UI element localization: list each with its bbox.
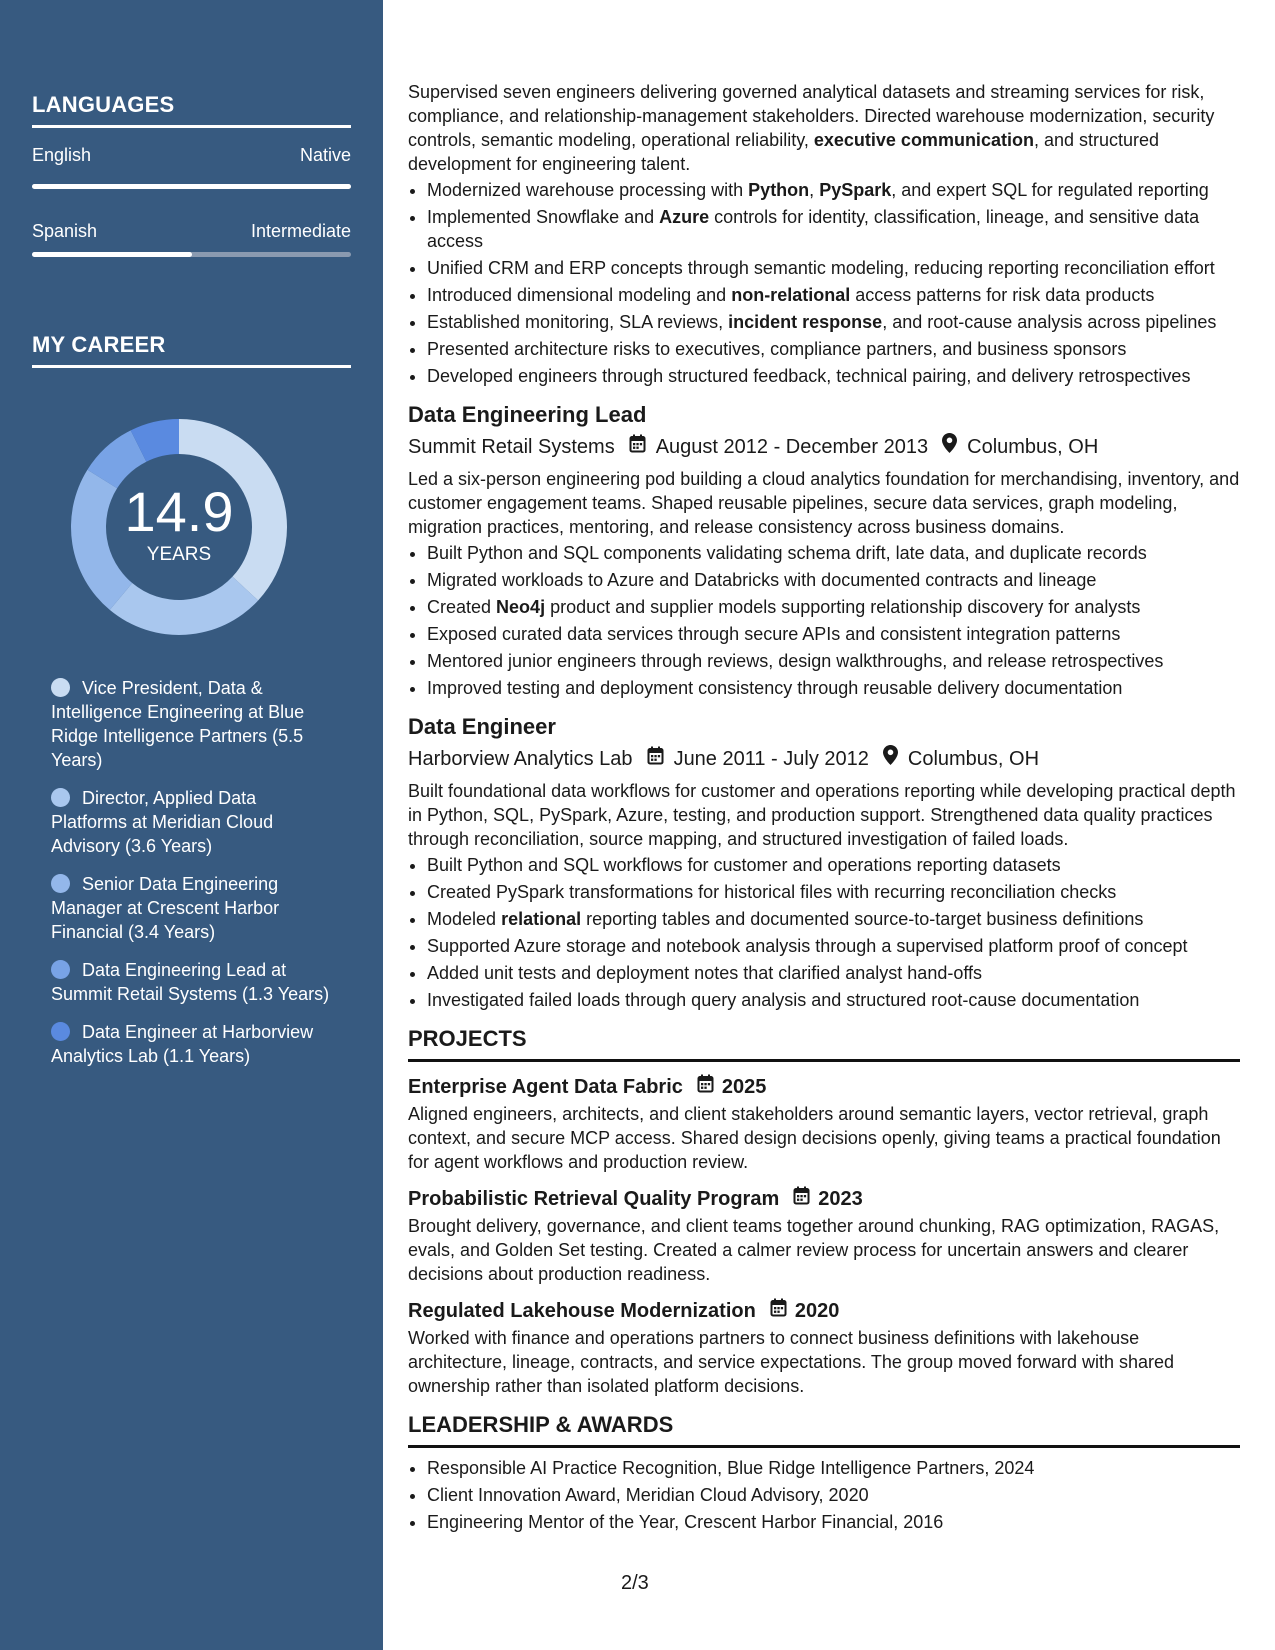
text-segment: Modeled [427,909,502,929]
text-segment: Investigated failed loads through query analysis and structured root-cause documentation [427,990,1140,1010]
bold-keyword: PySpark [819,180,892,200]
career-legend-item [51,676,331,772]
job-location: Columbus, OH [967,436,1099,458]
main-content [408,80,1240,1537]
text-segment: controls for identity, classification, lineage, and sensitive data access [427,207,1200,251]
bullet-item [427,934,1240,958]
bullet-list [408,178,1240,388]
job-summary: Built foundational data workflows for customer and operations reporting while developing practical depth in Python, SQL, PySpark, Azure, testing, and production support. Strengthened data quality practices through reconciliation, source mapping, and structured investigation of failed loads. [408,781,1236,849]
text-segment: , [809,180,820,200]
legend-dot-icon [51,788,70,807]
calendar-icon [647,745,664,773]
project-year: 2023 [818,1188,863,1210]
bullet-item [427,595,1240,619]
legend-dot-icon [51,1022,70,1041]
bullet-item [427,337,1240,361]
text-segment: , and root-cause analysis across pipelines [882,312,1217,332]
calendar-icon [697,1072,714,1102]
career-legend-item [51,958,331,1006]
language-name: Spanish [32,221,98,241]
career-heading: MY CAREER [32,332,351,368]
company-name: Harborview Analytics Lab [408,748,633,770]
award-item: • Responsible AI Practice Recognition, Blue Ridge Intelligence Partners, 2024 [427,1456,1240,1480]
bold-keyword: Azure [659,207,710,227]
bold-keyword: incident response [728,312,883,332]
map-pin-icon [942,433,957,461]
career-legend-label: Data Engineer at Harborview Analytics Lab (1.1 Years) [51,1022,314,1066]
language-bar-fill [32,184,351,189]
sidebar [0,0,383,1650]
text-segment: reporting tables and documented source-to-target business definitions [581,909,1144,929]
text-segment: Unified CRM and ERP concepts through semantic modeling, reducing reporting reconciliation effort [427,258,1215,278]
projects-heading: PROJECTS [408,1024,1240,1062]
bold-keyword: Python [748,180,810,200]
career-legend-item [51,1020,331,1068]
language-row-english [32,145,351,166]
bullet-item [427,205,1240,253]
bullet-item [427,907,1240,931]
bullet-item [427,649,1240,673]
text-segment: product and supplier models supporting relationship discovery for analysts [545,597,1141,617]
awards-list [408,1456,1240,1534]
awards-heading: LEADERSHIP & AWARDS [408,1410,1240,1448]
job-meta [408,745,1240,773]
bold-keyword: executive communication [813,130,1034,150]
bullet-item [427,178,1240,202]
bullet-item [427,310,1240,334]
job-dates: June 2011 - July 2012 [673,748,869,770]
project-name: Enterprise Agent Data Fabric [408,1076,683,1098]
company-name: Summit Retail Systems [408,436,615,458]
language-level: Intermediate [250,221,351,241]
career-legend-item [51,872,331,944]
career-legend-item [51,786,331,858]
bullet-item [427,568,1240,592]
text-segment: Established monitoring, SLA reviews, [427,312,729,332]
calendar-icon [629,433,646,461]
project-year: 2020 [794,1300,840,1322]
bold-keyword: relational [501,909,582,929]
job-title: Data Engineer [408,714,556,739]
bullet-list [408,853,1240,1012]
calendar-icon [770,1296,787,1326]
text-segment: Migrated workloads to Azure and Databricks with documented contracts and lineage [427,570,1097,590]
job-summary: Led a six-person engineering pod building a cloud analytics foundation for merchandising, inventory, and customer engagement teams. Shaped reusable pipelines, secure data services, graph modeling, migration practices, mentoring, and release consistency across business domains. [408,469,1240,537]
legend-dot-icon [51,678,70,697]
languages-heading: LANGUAGES [32,92,351,128]
text-segment: access patterns for risk data products [850,285,1155,305]
bullet-item [427,541,1240,565]
map-pin-icon [883,745,898,773]
text-segment: Implemented Snowflake and [427,207,660,227]
job-meta [408,433,1240,461]
language-row-spanish [32,221,351,242]
text-segment: Supported Azure storage and notebook analysis through a supervised platform proof of concept [427,936,1188,956]
bullet-item [427,961,1240,985]
text-segment: Modernized warehouse processing with [427,180,749,200]
total-years-value: 14.9 [124,480,234,543]
text-segment: Added unit tests and deployment notes that clarified analyst hand-offs [427,963,983,983]
career-legend [51,676,331,1082]
bold-keyword: non-relational [731,285,851,305]
career-legend-label: Data Engineering Lead at Summit Retail Systems (1.3 Years) [51,960,330,1004]
job-dates: August 2012 - December 2013 [655,436,929,458]
text-segment: , and structured development for engineering talent. [408,130,1160,174]
bullet-item [427,256,1240,280]
bullet-item [427,283,1240,307]
project-title [408,1296,1240,1326]
language-bar-english [32,184,351,189]
text-segment: Improved testing and deployment consistency through reusable delivery documentation [427,678,1123,698]
legend-dot-icon [51,874,70,893]
text-segment: Created PySpark transformations for historical files with recurring reconciliation checks [427,882,1117,902]
bullet-item [427,853,1240,877]
bullet-item [427,622,1240,646]
bullet-item [427,676,1240,700]
language-bar-fill [32,252,192,257]
project-description: Worked with finance and operations partners to connect business definitions with lakehouse architecture, lineage, contracts, and service expectations. The group moved forward with shared ownership rather than isolated platform decisions. [408,1328,1175,1396]
role-summary [408,80,1240,176]
project-year: 2025 [721,1076,767,1098]
text-segment: Presented architecture risks to executives, compliance partners, and business sponsors [427,339,1127,359]
language-bar-spanish [32,252,351,257]
career-legend-label: Vice President, Data & Intelligence Engineering at Blue Ridge Intelligence Partners (5.5 Years) [51,678,305,770]
project-description: Aligned engineers, architects, and client stakeholders around semantic layers, vector retrieval, graph context, and secure MCP access. Shared design decisions openly, giving teams a practical foundation for agent workflows and production review. [408,1104,1221,1172]
legend-dot-icon [51,960,70,979]
project-title [408,1184,1240,1214]
text-segment: Created [427,597,497,617]
text-segment: Built Python and SQL components validating schema drift, late data, and duplicate records [427,543,1147,563]
donut-center [66,414,292,640]
job-location: Columbus, OH [907,748,1040,770]
text-segment: Exposed curated data services through secure APIs and consistent integration patterns [427,624,1121,644]
bullet-list [408,541,1240,700]
text-segment: Developed engineers through structured feedback, technical pairing, and delivery retrospectives [427,366,1191,386]
text-segment: Supervised seven engineers delivering governed analytical datasets and streaming services for risk, compliance, and relationship-management stakeholders. Directed warehouse modernization, security controls, semantic modeling, operational reliability, [408,82,1215,150]
bullet-item [427,880,1240,904]
bold-keyword: Neo4j [496,597,546,617]
job-title: Data Engineering Lead [408,402,647,427]
total-years-label: YEARS [146,544,212,565]
award-item: • Engineering Mentor of the Year, Crescent Harbor Financial, 2016 [427,1510,1240,1534]
bullet-item [427,988,1240,1012]
project-name: Regulated Lakehouse Modernization [408,1300,756,1322]
text-segment: Mentored junior engineers through reviews, design walkthroughs, and release retrospectives [427,651,1164,671]
calendar-icon [793,1184,810,1214]
project-description: Brought delivery, governance, and client teams together around chunking, RAG optimization, RAGAS, evals, and Golden Set testing. Created a calmer review process for uncertain answers and clearer decisions about production readiness. [408,1216,1220,1284]
award-item: • Client Innovation Award, Meridian Cloud Advisory, 2020 [427,1483,1240,1507]
page-number: 2/3 [621,1572,649,1594]
text-segment: Introduced dimensional modeling and [427,285,732,305]
language-name: English [32,145,92,165]
bullet-item [427,364,1240,388]
text-segment: Built Python and SQL workflows for customer and operations reporting datasets [427,855,1061,875]
project-title [408,1072,1240,1102]
text-segment: , and expert SQL for regulated reporting [891,180,1209,200]
career-legend-label: Director, Applied Data Platforms at Meridian Cloud Advisory (3.6 Years) [51,788,274,856]
project-name: Probabilistic Retrieval Quality Program [408,1188,780,1210]
language-level: Native [299,145,351,165]
career-legend-label: Senior Data Engineering Manager at Crescent Harbor Financial (3.4 Years) [51,874,280,942]
career-donut-chart [66,414,292,640]
